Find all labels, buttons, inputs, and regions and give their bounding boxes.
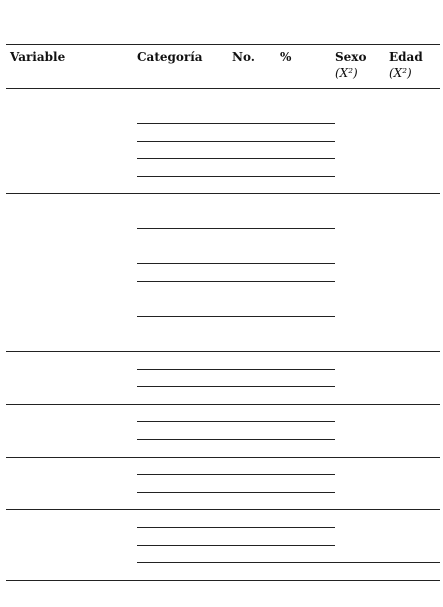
row-divider <box>137 474 335 475</box>
group-divider <box>6 404 440 405</box>
header-sexo-label: Sexo <box>335 50 367 64</box>
row-divider <box>137 123 335 124</box>
row-divider <box>137 176 335 177</box>
row-divider <box>137 421 335 422</box>
header-categoria: Categoría <box>137 50 203 64</box>
header-variable: Variable <box>10 50 66 64</box>
header-edad-sub: (X²) <box>389 66 412 80</box>
row-divider <box>137 369 335 370</box>
row-divider <box>137 316 335 317</box>
row-divider <box>137 141 335 142</box>
row-divider <box>137 228 335 229</box>
row-divider <box>137 545 335 546</box>
group-divider <box>6 509 440 510</box>
row-divider <box>137 562 440 563</box>
group-divider <box>6 351 440 352</box>
header-pct: % <box>280 50 292 64</box>
header-sexo <box>335 49 366 81</box>
row-divider <box>137 263 335 264</box>
row-divider <box>137 439 335 440</box>
header-edad <box>389 49 423 81</box>
group-divider <box>6 193 440 194</box>
group-divider <box>6 457 440 458</box>
header-bottom-rule <box>6 88 440 89</box>
row-divider <box>137 158 335 159</box>
row-divider <box>137 492 335 493</box>
header-edad-label: Edad <box>389 50 423 64</box>
header-sexo-sub: (X²) <box>335 66 358 80</box>
table-header <box>6 44 440 89</box>
row-divider <box>137 527 335 528</box>
group-divider <box>6 580 440 581</box>
row-divider <box>137 386 335 387</box>
header-no: No. <box>232 50 255 64</box>
row-divider <box>137 281 335 282</box>
